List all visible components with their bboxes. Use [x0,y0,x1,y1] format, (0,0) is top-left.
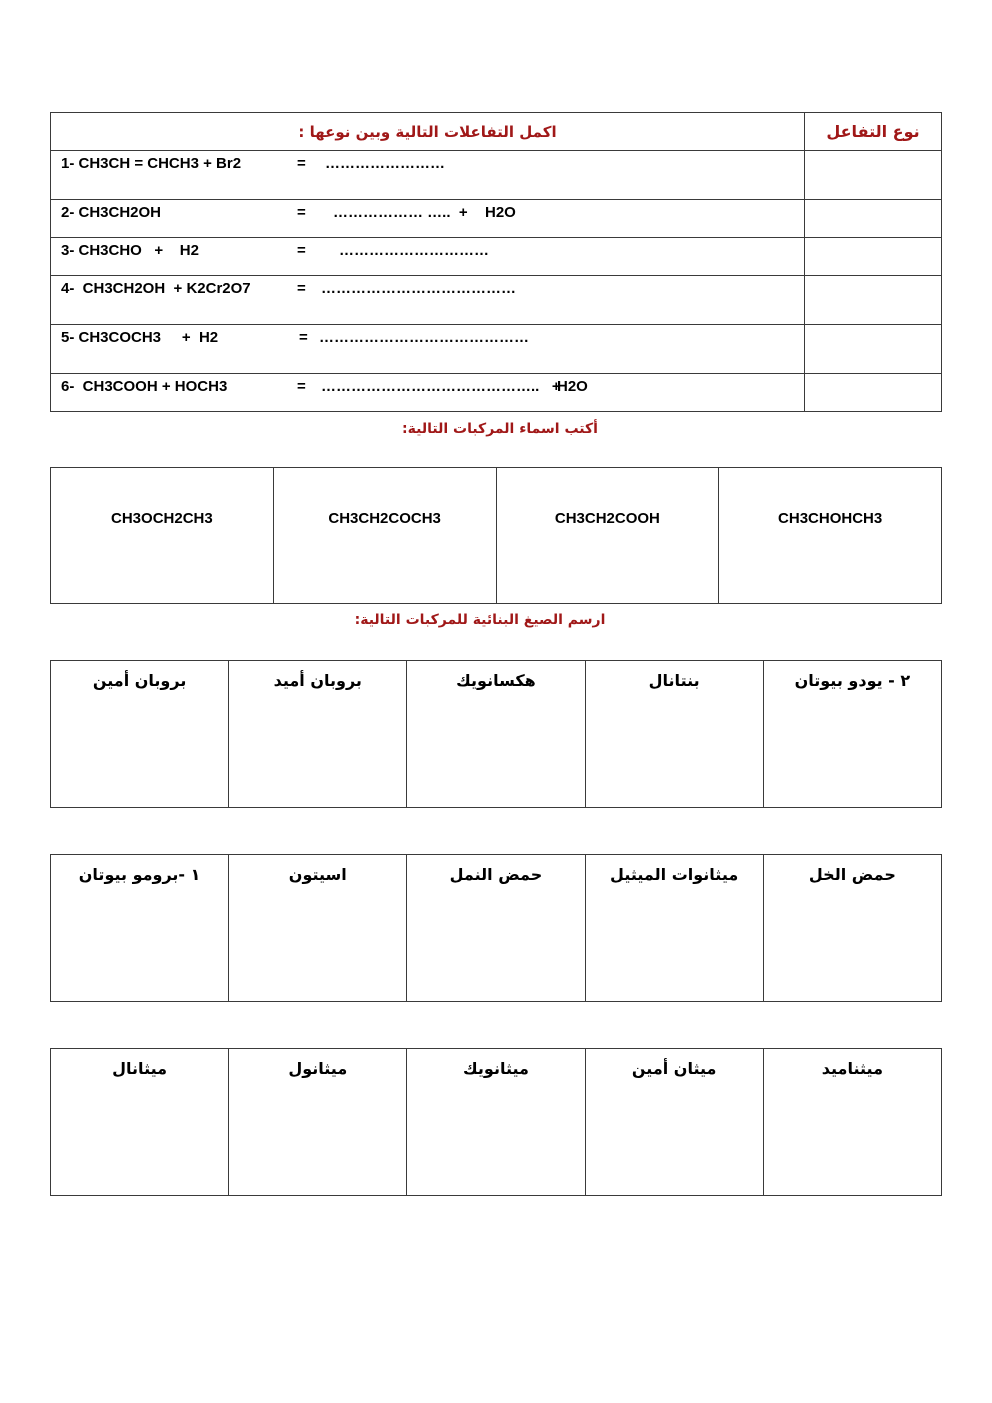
equals-sign: = [297,280,306,297]
equals-sign: = [297,155,306,172]
compound-cell[interactable]: CH3CH2COCH3 [273,468,496,604]
reaction-type-cell[interactable] [805,276,942,325]
products-blank[interactable]: ………………………………… [321,280,516,297]
names-section-title: أكتب اسماء المركبات التالية: [402,421,598,437]
reaction-type-header: نوع التفاعل [805,113,942,151]
reactants: 4- CH3CH2OH + K2Cr2O7 [61,280,251,297]
reactions-header-row [51,113,942,151]
reactants: 6- CH3COOH + HOCH3 [61,378,228,395]
reactants: 1- CH3CH = CHCH3 + Br2 [61,155,242,172]
reaction-type-cell[interactable] [805,374,942,412]
reaction-row-2 [51,200,942,238]
reactants: 3- CH3CHO + H2 [61,242,199,259]
reaction-row-1 [51,151,942,200]
structure-cell[interactable]: ميثانول [229,1049,407,1196]
equals-sign: = [297,204,306,221]
products-blank[interactable]: …………………… [325,155,445,172]
reaction-row-6 [51,374,942,412]
reaction-row-4 [51,276,942,325]
compound-cell[interactable]: CH3CHOHCH3 [719,468,942,604]
product-water: H2O [485,204,516,221]
products-blank[interactable]: …………………………………….. + [321,378,561,395]
products-blank[interactable]: …………………………………… [319,329,529,346]
compound-names-table [50,467,942,604]
reactions-instruction: اكمل التفاعلات التالية وبين نوعها : [51,113,805,151]
structure-cell[interactable]: حمض النمل [407,855,585,1002]
structure-cell[interactable]: ١ -برومو بيوتان [51,855,229,1002]
structure-cell[interactable]: حمض الخل [763,855,941,1002]
structure-cell[interactable]: ٢ - يودو بيوتان [763,661,941,808]
structure-cell[interactable]: ميثانال [51,1049,229,1196]
reactions-table [50,112,942,412]
reaction-type-cell[interactable] [805,200,942,238]
reaction-type-cell[interactable] [805,151,942,200]
reaction-type-cell[interactable] [805,238,942,276]
structures-section-title: ارسم الصيغ البنائية للمركبات التالية: [354,612,606,628]
reactants: 5- CH3COCH3 + H2 [61,329,219,346]
equals-sign: = [299,329,308,346]
reaction-row-3 [51,238,942,276]
reaction-row-5 [51,325,942,374]
structure-cell[interactable]: ميثان أمين [585,1049,763,1196]
structure-cell[interactable]: ميثانوات الميثيل [585,855,763,1002]
equals-sign: = [297,242,306,259]
reaction-type-cell[interactable] [805,325,942,374]
structures-table-2 [50,854,942,1002]
structure-cell[interactable]: هكسانويك [407,661,585,808]
equals-sign: = [297,378,306,395]
structure-cell[interactable]: ميثناميد [763,1049,941,1196]
products-blank[interactable]: ……………… ….. + [333,204,468,221]
structure-cell[interactable]: اسيتون [229,855,407,1002]
compound-cell[interactable]: CH3CH2COOH [496,468,719,604]
structure-cell[interactable]: بروبان أمين [51,661,229,808]
products-blank[interactable]: ………………………… [339,242,489,259]
structures-table-1 [50,660,942,808]
structure-cell[interactable]: بنتانال [585,661,763,808]
structure-cell[interactable]: بروبان أميد [229,661,407,808]
reactants: 2- CH3CH2OH [61,204,162,221]
structure-cell[interactable]: ميثانويك [407,1049,585,1196]
compound-cell[interactable]: CH3OCH2CH3 [51,468,274,604]
product-water: H2O [557,378,588,395]
structures-table-3 [50,1048,942,1196]
